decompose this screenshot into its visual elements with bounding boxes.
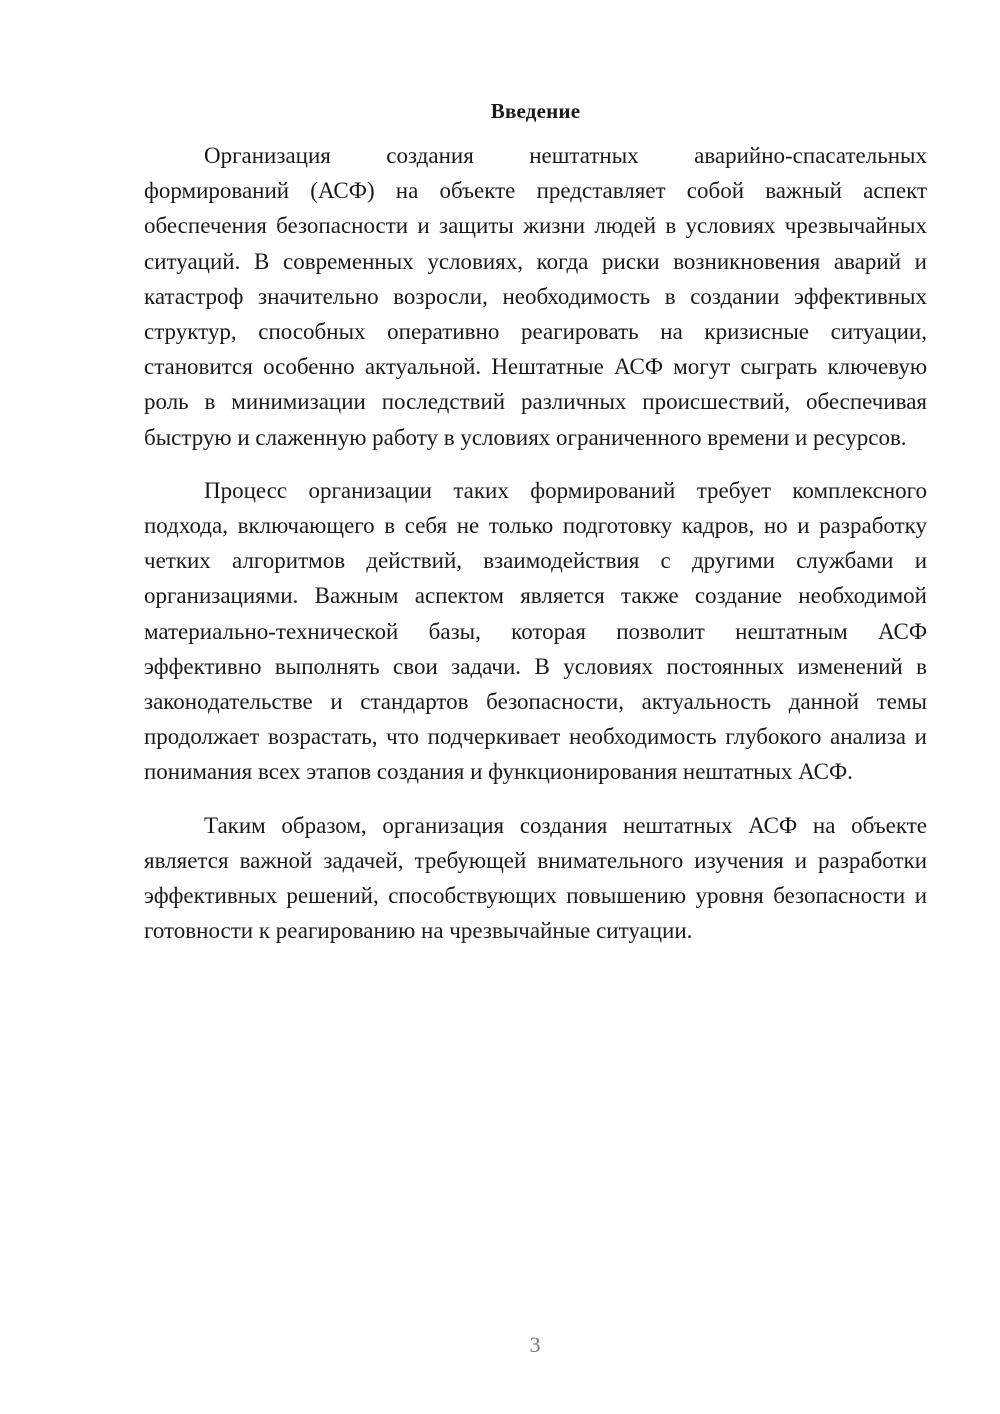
paragraph-3: Таким образом, организация создания нештатных АСФ на объекте является важной задачей, требующей внимательного изучения и разработки эффективных решений, способствующих повышению уровня безопасности и готовности к реагированию на чрезвычайные ситуации. <box>144 812 927 944</box>
page-number: 3 <box>529 1332 541 1357</box>
section-heading: Введение <box>490 99 581 123</box>
paragraph-1: Организация создания нештатных аварийно-спасательных формирований (АСФ) на объекте представляет собой важный аспект обеспечения безопасности и защиты жизни людей в условиях чрезвычайных ситуаций. В современных условиях, когда риски возникновения аварий и катастроф значительно возросли, необходимость в создании эффективных структур, способных оперативно реагировать на кризисные ситуации, становится особенно актуальной. Нештатные АСФ могут сыграть ключевую роль в минимизации последствий различных происшествий, обеспечивая быструю и слаженную работу в условиях ограниченного времени и ресурсов. <box>144 143 927 450</box>
paragraph-2: Процесс организации таких формирований требует комплексного подхода, включающего в себя не только подготовку кадров, но и разработку четких алгоритмов действий, взаимодействия с другими службами и организациями. Важным аспектом является также создание необходимой материально-технической базы, которая позволит нештатным АСФ эффективно выполнять свои задачи. В условиях постоянных изменений в законодательстве и стандартов безопасности, актуальность данной темы продолжает возрастать, что подчеркивает необходимость глубокого анализа и понимания всех этапов создания и функционирования нештатных АСФ. <box>144 477 927 785</box>
page-content <box>144 96 927 948</box>
